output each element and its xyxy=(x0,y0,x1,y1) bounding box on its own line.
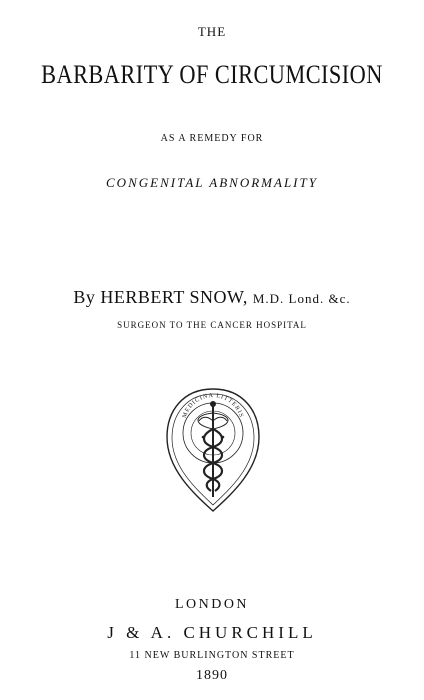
publication-year: 1890 xyxy=(196,668,228,683)
publisher-city: LONDON xyxy=(174,597,250,612)
publisher-name: J & A. CHURCHILL xyxy=(107,623,317,642)
title-article: THE xyxy=(197,24,227,39)
byline-prefix: By xyxy=(73,287,96,307)
author-position: SURGEON TO THE CANCER HOSPITAL xyxy=(117,320,307,330)
book-title: BARBARITY OF CIRCUMCISION xyxy=(41,60,383,89)
publisher-address: 11 NEW BURLINGTON STREET xyxy=(129,650,295,661)
emblem-motto: MEDICINA LITTERIS xyxy=(181,392,245,419)
byline xyxy=(0,287,424,308)
subtitle-line-1: AS A REMEDY FOR xyxy=(160,133,264,144)
author-name: HERBERT SNOW, xyxy=(100,287,248,307)
subtitle-line-2: CONGENITAL ABNORMALITY xyxy=(106,175,318,190)
caduceus-shield-emblem-icon xyxy=(163,385,263,515)
author-degree: M.D. Lond. &c. xyxy=(252,291,351,306)
